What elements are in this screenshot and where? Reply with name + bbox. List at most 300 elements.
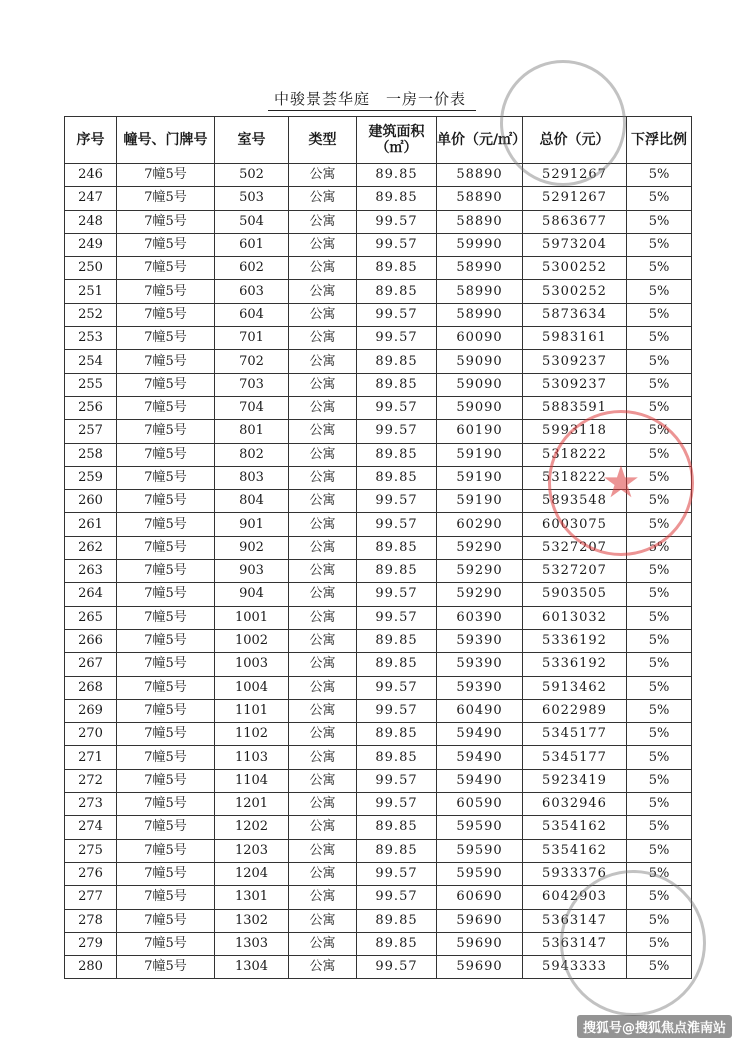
cell-type: 公寓	[289, 187, 357, 210]
cell-total-price: 5903505	[523, 583, 627, 606]
cell-building: 7幢5号	[117, 257, 215, 280]
cell-index: 265	[65, 606, 117, 629]
table-row	[65, 164, 692, 187]
cell-room: 801	[215, 420, 289, 443]
cell-unit-price: 59590	[437, 862, 523, 885]
cell-area: 99.57	[357, 233, 437, 256]
cell-index: 262	[65, 536, 117, 559]
cell-unit-price: 60690	[437, 886, 523, 909]
price-table	[64, 116, 692, 979]
cell-index: 248	[65, 210, 117, 233]
cell-room: 904	[215, 583, 289, 606]
cell-area: 89.85	[357, 816, 437, 839]
cell-area: 99.57	[357, 699, 437, 722]
cell-building: 7幢5号	[117, 233, 215, 256]
cell-area: 89.85	[357, 839, 437, 862]
cell-discount: 5%	[627, 443, 692, 466]
cell-area: 99.57	[357, 769, 437, 792]
cell-unit-price: 58890	[437, 187, 523, 210]
cell-unit-price: 59690	[437, 956, 523, 979]
cell-type: 公寓	[289, 746, 357, 769]
watermark: 搜狐号@搜狐焦点淮南站	[577, 1015, 732, 1038]
table-row	[65, 303, 692, 326]
cell-unit-price: 60490	[437, 699, 523, 722]
cell-unit-price: 59690	[437, 932, 523, 955]
cell-building: 7幢5号	[117, 793, 215, 816]
header-type: 类型	[289, 117, 357, 164]
cell-type: 公寓	[289, 280, 357, 303]
cell-building: 7幢5号	[117, 699, 215, 722]
header-room: 室号	[215, 117, 289, 164]
table-row	[65, 839, 692, 862]
cell-total-price: 5318222	[523, 466, 627, 489]
cell-discount: 5%	[627, 583, 692, 606]
cell-type: 公寓	[289, 466, 357, 489]
cell-total-price: 5300252	[523, 280, 627, 303]
cell-room: 1302	[215, 909, 289, 932]
cell-building: 7幢5号	[117, 723, 215, 746]
cell-type: 公寓	[289, 164, 357, 187]
header-unit-price: 单价（元/㎡）	[437, 117, 523, 164]
cell-index: 263	[65, 560, 117, 583]
cell-unit-price: 59490	[437, 723, 523, 746]
cell-room: 702	[215, 350, 289, 373]
table-row	[65, 676, 692, 699]
cell-unit-price: 58990	[437, 303, 523, 326]
cell-building: 7幢5号	[117, 490, 215, 513]
table-row	[65, 396, 692, 419]
cell-unit-price: 59590	[437, 839, 523, 862]
cell-unit-price: 58890	[437, 164, 523, 187]
header-index: 序号	[65, 117, 117, 164]
cell-total-price: 5363147	[523, 932, 627, 955]
cell-discount: 5%	[627, 629, 692, 652]
cell-index: 270	[65, 723, 117, 746]
cell-total-price: 6032946	[523, 793, 627, 816]
cell-unit-price: 59090	[437, 396, 523, 419]
cell-room: 902	[215, 536, 289, 559]
table-row	[65, 257, 692, 280]
cell-building: 7幢5号	[117, 606, 215, 629]
cell-area: 99.57	[357, 606, 437, 629]
table-row	[65, 280, 692, 303]
cell-discount: 5%	[627, 816, 692, 839]
cell-type: 公寓	[289, 396, 357, 419]
cell-area: 89.85	[357, 909, 437, 932]
cell-index: 276	[65, 862, 117, 885]
cell-type: 公寓	[289, 513, 357, 536]
table-row	[65, 373, 692, 396]
cell-discount: 5%	[627, 536, 692, 559]
cell-room: 503	[215, 187, 289, 210]
cell-discount: 5%	[627, 187, 692, 210]
cell-total-price: 5354162	[523, 816, 627, 839]
cell-room: 1103	[215, 746, 289, 769]
cell-room: 1101	[215, 699, 289, 722]
cell-building: 7幢5号	[117, 396, 215, 419]
cell-total-price: 6003075	[523, 513, 627, 536]
cell-room: 1104	[215, 769, 289, 792]
cell-area: 89.85	[357, 653, 437, 676]
cell-building: 7幢5号	[117, 443, 215, 466]
cell-room: 1201	[215, 793, 289, 816]
cell-type: 公寓	[289, 536, 357, 559]
cell-total-price: 5863677	[523, 210, 627, 233]
table-row	[65, 210, 692, 233]
cell-discount: 5%	[627, 793, 692, 816]
cell-area: 99.57	[357, 303, 437, 326]
cell-building: 7幢5号	[117, 746, 215, 769]
cell-building: 7幢5号	[117, 536, 215, 559]
table-header-row	[65, 117, 692, 164]
cell-total-price: 5923419	[523, 769, 627, 792]
cell-unit-price: 60190	[437, 420, 523, 443]
cell-building: 7幢5号	[117, 886, 215, 909]
cell-area: 89.85	[357, 350, 437, 373]
cell-type: 公寓	[289, 956, 357, 979]
cell-building: 7幢5号	[117, 583, 215, 606]
cell-discount: 5%	[627, 723, 692, 746]
cell-type: 公寓	[289, 350, 357, 373]
cell-room: 701	[215, 327, 289, 350]
cell-room: 703	[215, 373, 289, 396]
cell-discount: 5%	[627, 490, 692, 513]
cell-discount: 5%	[627, 769, 692, 792]
table-row	[65, 187, 692, 210]
cell-discount: 5%	[627, 280, 692, 303]
table-row	[65, 956, 692, 979]
seal-star-icon: ★	[601, 457, 641, 508]
cell-building: 7幢5号	[117, 816, 215, 839]
cell-unit-price: 59190	[437, 466, 523, 489]
cell-index: 252	[65, 303, 117, 326]
cell-type: 公寓	[289, 373, 357, 396]
cell-area: 89.85	[357, 723, 437, 746]
cell-type: 公寓	[289, 839, 357, 862]
cell-discount: 5%	[627, 513, 692, 536]
cell-room: 901	[215, 513, 289, 536]
cell-building: 7幢5号	[117, 280, 215, 303]
cell-building: 7幢5号	[117, 373, 215, 396]
header-discount: 下浮比例	[627, 117, 692, 164]
cell-unit-price: 59190	[437, 490, 523, 513]
cell-discount: 5%	[627, 164, 692, 187]
cell-discount: 5%	[627, 746, 692, 769]
cell-room: 1002	[215, 629, 289, 652]
cell-total-price: 5327207	[523, 560, 627, 583]
cell-area: 89.85	[357, 629, 437, 652]
cell-index: 256	[65, 396, 117, 419]
cell-total-price: 5318222	[523, 443, 627, 466]
cell-building: 7幢5号	[117, 303, 215, 326]
cell-discount: 5%	[627, 396, 692, 419]
table-row	[65, 723, 692, 746]
table-body	[65, 164, 692, 979]
cell-building: 7幢5号	[117, 466, 215, 489]
cell-total-price: 5300252	[523, 257, 627, 280]
cell-index: 274	[65, 816, 117, 839]
cell-room: 1301	[215, 886, 289, 909]
cell-area: 89.85	[357, 373, 437, 396]
cell-total-price: 5291267	[523, 164, 627, 187]
table-row	[65, 466, 692, 489]
cell-type: 公寓	[289, 676, 357, 699]
cell-building: 7幢5号	[117, 327, 215, 350]
cell-discount: 5%	[627, 839, 692, 862]
cell-area: 89.85	[357, 257, 437, 280]
table-row	[65, 606, 692, 629]
cell-area: 89.85	[357, 187, 437, 210]
cell-index: 249	[65, 233, 117, 256]
cell-discount: 5%	[627, 420, 692, 443]
cell-building: 7幢5号	[117, 350, 215, 373]
cell-area: 89.85	[357, 466, 437, 489]
cell-room: 603	[215, 280, 289, 303]
cell-area: 99.57	[357, 793, 437, 816]
cell-index: 259	[65, 466, 117, 489]
cell-discount: 5%	[627, 466, 692, 489]
cell-index: 280	[65, 956, 117, 979]
cell-unit-price: 59090	[437, 350, 523, 373]
cell-area: 99.57	[357, 956, 437, 979]
cell-index: 271	[65, 746, 117, 769]
cell-total-price: 5345177	[523, 723, 627, 746]
cell-unit-price: 59590	[437, 816, 523, 839]
table-row	[65, 490, 692, 513]
title-underline	[268, 110, 476, 111]
cell-building: 7幢5号	[117, 676, 215, 699]
cell-type: 公寓	[289, 560, 357, 583]
cell-discount: 5%	[627, 303, 692, 326]
cell-type: 公寓	[289, 233, 357, 256]
cell-room: 1203	[215, 839, 289, 862]
cell-index: 278	[65, 909, 117, 932]
cell-discount: 5%	[627, 932, 692, 955]
cell-type: 公寓	[289, 932, 357, 955]
cell-unit-price: 59490	[437, 746, 523, 769]
table-row	[65, 793, 692, 816]
cell-area: 89.85	[357, 443, 437, 466]
cell-unit-price: 59390	[437, 676, 523, 699]
cell-discount: 5%	[627, 350, 692, 373]
cell-unit-price: 59390	[437, 629, 523, 652]
cell-unit-price: 58890	[437, 210, 523, 233]
cell-room: 1004	[215, 676, 289, 699]
table-row	[65, 932, 692, 955]
cell-index: 250	[65, 257, 117, 280]
cell-index: 257	[65, 420, 117, 443]
table-row	[65, 513, 692, 536]
cell-area: 99.57	[357, 583, 437, 606]
table-row	[65, 536, 692, 559]
cell-total-price: 5913462	[523, 676, 627, 699]
cell-type: 公寓	[289, 886, 357, 909]
cell-type: 公寓	[289, 699, 357, 722]
cell-index: 251	[65, 280, 117, 303]
cell-total-price: 5327207	[523, 536, 627, 559]
cell-index: 261	[65, 513, 117, 536]
cell-index: 269	[65, 699, 117, 722]
cell-building: 7幢5号	[117, 560, 215, 583]
cell-total-price: 6042903	[523, 886, 627, 909]
table-row	[65, 653, 692, 676]
cell-area: 99.57	[357, 420, 437, 443]
cell-room: 804	[215, 490, 289, 513]
table-row	[65, 350, 692, 373]
cell-total-price: 5883591	[523, 396, 627, 419]
cell-room: 803	[215, 466, 289, 489]
table-row	[65, 769, 692, 792]
table-row	[65, 862, 692, 885]
cell-unit-price: 59290	[437, 560, 523, 583]
cell-room: 1001	[215, 606, 289, 629]
header-total-price: 总价（元）	[523, 117, 627, 164]
cell-room: 1202	[215, 816, 289, 839]
cell-unit-price: 59090	[437, 373, 523, 396]
cell-area: 99.57	[357, 676, 437, 699]
cell-unit-price: 60090	[437, 327, 523, 350]
table-row	[65, 327, 692, 350]
cell-index: 258	[65, 443, 117, 466]
cell-unit-price: 58990	[437, 280, 523, 303]
cell-type: 公寓	[289, 629, 357, 652]
cell-type: 公寓	[289, 769, 357, 792]
cell-total-price: 5983161	[523, 327, 627, 350]
cell-total-price: 5873634	[523, 303, 627, 326]
cell-area: 99.57	[357, 886, 437, 909]
cell-total-price: 5309237	[523, 373, 627, 396]
cell-unit-price: 59390	[437, 653, 523, 676]
cell-unit-price: 59290	[437, 583, 523, 606]
cell-discount: 5%	[627, 886, 692, 909]
cell-index: 268	[65, 676, 117, 699]
cell-area: 99.57	[357, 513, 437, 536]
cell-type: 公寓	[289, 606, 357, 629]
cell-discount: 5%	[627, 699, 692, 722]
header-building: 幢号、门牌号	[117, 117, 215, 164]
cell-room: 903	[215, 560, 289, 583]
cell-total-price: 5354162	[523, 839, 627, 862]
cell-unit-price: 59990	[437, 233, 523, 256]
table-row	[65, 816, 692, 839]
cell-area: 99.57	[357, 327, 437, 350]
cell-area: 99.57	[357, 490, 437, 513]
cell-room: 604	[215, 303, 289, 326]
cell-index: 246	[65, 164, 117, 187]
cell-total-price: 6013032	[523, 606, 627, 629]
cell-room: 504	[215, 210, 289, 233]
cell-area: 89.85	[357, 164, 437, 187]
cell-area: 89.85	[357, 560, 437, 583]
cell-unit-price: 59190	[437, 443, 523, 466]
table-row	[65, 886, 692, 909]
cell-unit-price: 59490	[437, 769, 523, 792]
cell-unit-price: 60390	[437, 606, 523, 629]
cell-building: 7幢5号	[117, 909, 215, 932]
cell-type: 公寓	[289, 909, 357, 932]
cell-discount: 5%	[627, 233, 692, 256]
cell-discount: 5%	[627, 373, 692, 396]
cell-area: 99.57	[357, 210, 437, 233]
cell-discount: 5%	[627, 862, 692, 885]
cell-unit-price: 58990	[437, 257, 523, 280]
cell-area: 89.85	[357, 536, 437, 559]
cell-discount: 5%	[627, 956, 692, 979]
cell-type: 公寓	[289, 303, 357, 326]
cell-index: 255	[65, 373, 117, 396]
cell-unit-price: 60290	[437, 513, 523, 536]
cell-type: 公寓	[289, 862, 357, 885]
cell-index: 254	[65, 350, 117, 373]
cell-room: 1303	[215, 932, 289, 955]
cell-index: 267	[65, 653, 117, 676]
cell-index: 247	[65, 187, 117, 210]
cell-building: 7幢5号	[117, 187, 215, 210]
cell-discount: 5%	[627, 210, 692, 233]
cell-room: 1102	[215, 723, 289, 746]
cell-type: 公寓	[289, 257, 357, 280]
page-title: 中骏景荟华庭 一房一价表	[273, 90, 466, 108]
cell-total-price: 5973204	[523, 233, 627, 256]
cell-building: 7幢5号	[117, 839, 215, 862]
cell-total-price: 6022989	[523, 699, 627, 722]
cell-area: 99.57	[357, 396, 437, 419]
cell-total-price: 5309237	[523, 350, 627, 373]
table-row	[65, 420, 692, 443]
cell-total-price: 5993118	[523, 420, 627, 443]
cell-discount: 5%	[627, 676, 692, 699]
cell-area: 89.85	[357, 932, 437, 955]
cell-building: 7幢5号	[117, 862, 215, 885]
cell-index: 264	[65, 583, 117, 606]
cell-room: 502	[215, 164, 289, 187]
cell-total-price: 5893548	[523, 490, 627, 513]
cell-building: 7幢5号	[117, 513, 215, 536]
cell-room: 601	[215, 233, 289, 256]
cell-type: 公寓	[289, 653, 357, 676]
cell-discount: 5%	[627, 909, 692, 932]
cell-type: 公寓	[289, 816, 357, 839]
cell-unit-price: 59290	[437, 536, 523, 559]
cell-type: 公寓	[289, 327, 357, 350]
table-row	[65, 746, 692, 769]
cell-room: 1204	[215, 862, 289, 885]
cell-type: 公寓	[289, 443, 357, 466]
cell-total-price: 5345177	[523, 746, 627, 769]
cell-room: 1304	[215, 956, 289, 979]
table-row	[65, 909, 692, 932]
cell-type: 公寓	[289, 583, 357, 606]
cell-total-price: 5943333	[523, 956, 627, 979]
cell-room: 802	[215, 443, 289, 466]
header-area: 建筑面积（㎡）	[357, 117, 437, 164]
cell-unit-price: 59690	[437, 909, 523, 932]
cell-index: 272	[65, 769, 117, 792]
cell-unit-price: 60590	[437, 793, 523, 816]
cell-area: 89.85	[357, 746, 437, 769]
cell-building: 7幢5号	[117, 420, 215, 443]
cell-building: 7幢5号	[117, 769, 215, 792]
cell-area: 99.57	[357, 862, 437, 885]
cell-total-price: 5336192	[523, 653, 627, 676]
cell-room: 704	[215, 396, 289, 419]
table-row	[65, 233, 692, 256]
cell-room: 602	[215, 257, 289, 280]
table-row	[65, 583, 692, 606]
cell-type: 公寓	[289, 723, 357, 746]
cell-discount: 5%	[627, 653, 692, 676]
table-row	[65, 560, 692, 583]
